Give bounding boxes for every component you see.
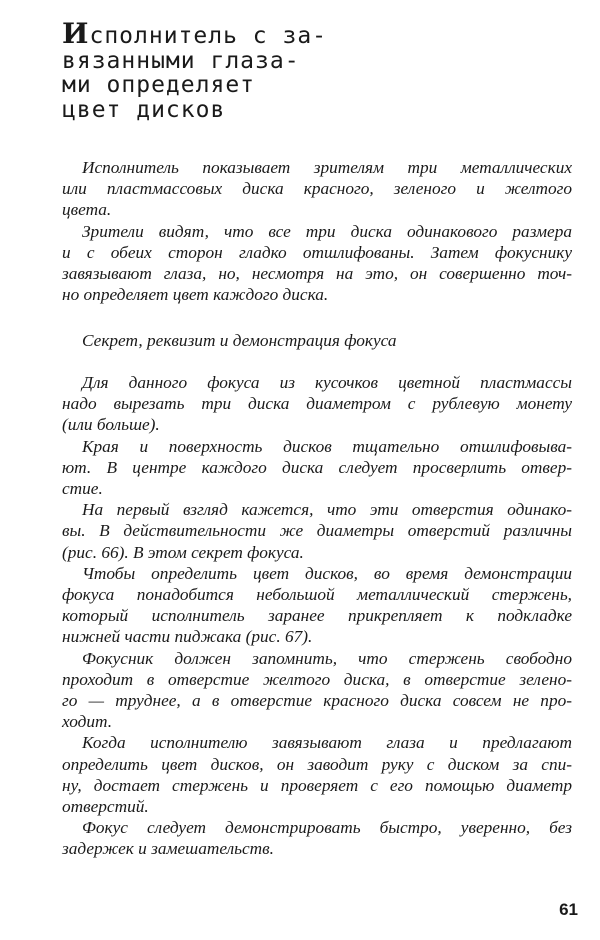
text-line: отверстий.	[62, 797, 149, 817]
text-line: (рис. 66). В этом секрет фокуса.	[62, 542, 304, 562]
text-line: Исполнитель показывает зрителям три металлических	[82, 158, 572, 177]
text-line: стие.	[62, 479, 103, 499]
title-line: ми определяет	[62, 72, 256, 98]
text-line: но определяет цвет каждого диска.	[62, 285, 329, 305]
paragraph	[62, 221, 572, 306]
text-line: фокуса понадобится небольшой металлический стержень,	[62, 585, 572, 605]
text-line: или пластмассовых диска красного, зеленого и желтого	[62, 179, 572, 199]
section-heading: Секрет, реквизит и демонстрация фокуса	[82, 331, 397, 350]
paragraph	[62, 157, 572, 221]
text-line: вы. В действительности же диаметры отверстий различны	[62, 521, 572, 541]
text-line: На первый взгляд кажется, что эти отверстия одинако-	[82, 500, 572, 520]
text-line: определить цвет дисков, он заводит руку с диском за спи-	[62, 754, 572, 774]
body-text	[62, 372, 572, 860]
title-line: Исполнитель с за-	[62, 17, 328, 50]
text-line: (или больше).	[62, 415, 160, 435]
text-line: Края и поверхность дисков тщательно отшлифовыва-	[82, 436, 572, 456]
text-line: проходит в отверстие желтого диска, в отверстие зелено-	[62, 669, 572, 689]
text-line: нижней части пиджака (рис. 67).	[62, 627, 313, 647]
text-line: Фокус следует демонстрировать быстро, уверенно, без	[82, 818, 572, 838]
text-line: ну, достает стержень и проверяет с его помощью диаметр	[62, 775, 572, 795]
paragraph	[62, 817, 572, 859]
text-line: ют. В центре каждого диска следует просверлить отвер-	[62, 457, 572, 477]
page-number: 61	[559, 900, 578, 919]
text-line: ходит.	[62, 712, 113, 732]
paragraph	[62, 499, 572, 563]
text-line: надо вырезать три диска диаметром с рублевую монету	[62, 394, 572, 414]
text-line: Чтобы определить цвет дисков, во время демонстрации	[82, 563, 572, 583]
paragraph	[62, 436, 572, 500]
text-line: завязывают глаза, но, несмотря на это, он совершенно точ-	[62, 264, 572, 284]
text-line: Для данного фокуса из кусочков цветной пластмассы	[82, 373, 572, 392]
text-line: цвета.	[62, 200, 112, 220]
text-line: который исполнитель заранее прикрепляет к подкладке	[62, 606, 572, 626]
title-line: цвет дисков	[62, 96, 226, 123]
paragraph	[62, 732, 572, 817]
paragraph	[62, 648, 572, 733]
text-line: и с обеих сторон гладко отшлифованы. Затем фокуснику	[62, 242, 572, 262]
text-line: Зрители видят, что все три диска одинакового размера	[82, 221, 572, 241]
text-line: задержек и замешательств.	[62, 839, 274, 859]
chapter-title	[62, 17, 328, 123]
paragraph	[62, 563, 572, 648]
title-initial: И	[62, 17, 90, 50]
text-line: Фокусник должен запомнить, что стержень свободно	[82, 648, 572, 668]
text-line: го — труднее, а в отверстие красного диска совсем не про-	[62, 691, 572, 711]
title-line: вязанными глаза-	[62, 47, 300, 74]
paragraph	[62, 372, 572, 436]
text-line: Когда исполнителю завязывают глаза и предлагают	[82, 733, 572, 753]
intro-text	[62, 157, 572, 305]
